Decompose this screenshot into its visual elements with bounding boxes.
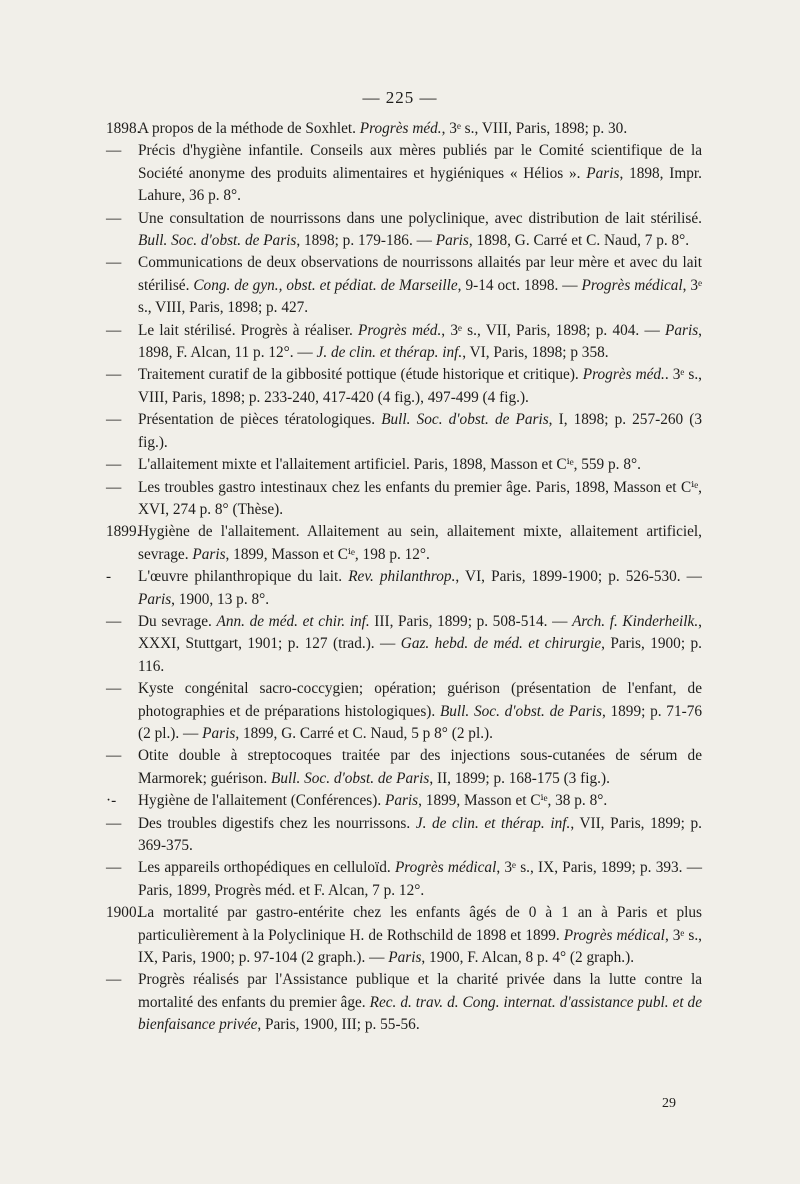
entry-text xyxy=(138,745,702,790)
entry-text xyxy=(138,364,702,409)
entry-text xyxy=(138,969,702,1036)
entry-text xyxy=(138,902,702,969)
entry-title-italic: Rev. philanthrop. xyxy=(348,568,456,586)
entry-year-marker: — xyxy=(106,814,122,832)
bibliography-entry xyxy=(104,790,702,812)
entry-title-italic: Progrès méd. xyxy=(358,321,442,339)
entry-title-italic: Progrès méd. xyxy=(582,366,665,384)
entry-year-marker: — xyxy=(106,680,122,698)
bibliography-entry xyxy=(104,409,702,454)
entry-text-part: Présentation de pièces tératologiques. xyxy=(138,411,382,429)
entry-text-part: Une consultation de nourrissons dans une polyclinique, avec distribution de lait stérilisé. xyxy=(138,209,702,227)
bibliography-entry xyxy=(104,745,702,790)
entry-text-part: , 3ᵉ s., VIII, Paris, 1898; p. 427. xyxy=(138,276,703,317)
entry-year-marker: — xyxy=(106,142,122,160)
entry-text-part: Hygiène de l'allaitement. Allaitement au sein, allaitement mixte, allaitement artificiel, sevrage. xyxy=(138,523,702,563)
entry-year-marker: 1899. xyxy=(106,523,141,541)
entry-text xyxy=(138,409,702,454)
entry-text xyxy=(138,140,702,207)
entry-text-part: Des troubles digestifs chez les nourrissons. xyxy=(138,814,416,832)
entry-text xyxy=(138,320,702,365)
entry-text-part: , Paris, 1900, III; p. 55-56. xyxy=(257,1016,420,1034)
entry-title-italic: Rec. d. trav. d. Cong. internat. d'assistance publ. et de bienfaisance privée xyxy=(138,993,702,1034)
bibliography-entry xyxy=(104,678,702,745)
entry-text-part: Hygiène de l'allaitement (Conférences). xyxy=(138,792,385,810)
bibliography-entry xyxy=(104,454,702,476)
entry-text-part: , VI, Paris, 1898; p 358. xyxy=(462,344,609,362)
bibliography-list xyxy=(104,118,702,1037)
entry-text-part: Précis d'hygiène infantile. Conseils aux mères publiés par le Comité scientifique de la Société anonyme des produits alimentaires et hygiéniques « Hélios ». xyxy=(138,142,702,182)
entry-text xyxy=(138,477,702,522)
bibliography-entry xyxy=(104,140,702,207)
entry-year-marker: ·- xyxy=(106,792,117,810)
entry-text-part: , 1898; p. 179-186. — xyxy=(296,232,436,250)
entry-year-marker: 1900. xyxy=(106,904,141,922)
entry-year-marker: - xyxy=(106,568,112,586)
entry-text-part: , 3ᵉ s., IX, Paris, 1899; p. 393. — Paris, 1899, Progrès méd. et F. Alcan, 7 p. 12°. xyxy=(138,859,703,899)
entry-text-part: Le lait stérilisé. Progrès à réaliser. xyxy=(138,321,359,339)
entry-year-marker: — xyxy=(106,411,122,429)
entry-text xyxy=(138,454,702,476)
entry-year-marker: — xyxy=(106,859,122,877)
entry-text-part: , 1899, G. Carré et C. Naud, 5 p 8° (2 pl.). xyxy=(235,724,493,742)
entry-text-part: , 1900, F. Alcan, 8 p. 4° (2 graph.). xyxy=(421,949,635,967)
entry-title-italic: Bull. Soc. d'obst. de Paris xyxy=(138,232,297,250)
entry-year-marker: — xyxy=(106,366,122,384)
bibliography-entry xyxy=(104,902,702,969)
entry-text-part: , 1899, Masson et Cⁱᵉ, 198 p. 12°. xyxy=(225,545,430,563)
entry-text-part: Otite double à streptocoques traitée par des injections sous-cutanées de sérum de Marmorek; guérison. xyxy=(138,747,702,787)
bibliography-entry xyxy=(104,208,702,253)
entry-text-part: La mortalité par gastro-entérite chez les enfants âgés de 0 à 1 an à Paris et plus particulièrement à la Polyclinique H. de Rothschild de 1898 et 1899. xyxy=(138,904,702,944)
entry-text-part: Kyste congénital sacro-coccygien; opération; guérison (présentation de l'enfant, de photographies et de préparations histologiques). xyxy=(138,680,702,720)
entry-text-part: Communications de deux observations de nourrissons allaités par leur mère et avec du lait stérilisé. xyxy=(138,254,702,294)
entry-title-italic: Cong. de gyn., obst. et pédiat. de Marseille xyxy=(193,276,458,294)
entry-year-marker: — xyxy=(106,747,122,765)
page-number: — 225 — xyxy=(362,88,438,107)
entry-title-italic: Gaz. hebd. de méd. et chirurgie xyxy=(400,635,602,653)
entry-text-part: III, Paris, 1899; p. 508-514. — xyxy=(369,612,573,630)
entry-year-marker: 1898. xyxy=(106,120,141,137)
entry-year-marker: — xyxy=(106,254,122,272)
entry-title-italic: Paris xyxy=(665,321,699,339)
entry-text-part: Du sevrage. xyxy=(138,612,217,630)
entry-text-part: Les troubles gastro intestinaux chez les enfants du premier âge. Paris, 1898, Masson et Cⁱᵉ, XVI, 274 p. 8° (Thèse). xyxy=(138,478,702,518)
entry-text xyxy=(138,252,702,319)
entry-year-marker: — xyxy=(106,321,122,339)
entry-title-italic: Paris xyxy=(586,164,620,182)
entry-text-part: , 3ᵉ s., IX, Paris, 1900; p. 97-104 (2 graph.). — xyxy=(138,926,702,967)
entry-text xyxy=(138,208,702,253)
entry-title-italic: J. de clin. et thérap. inf. xyxy=(316,344,463,362)
bibliography-entry xyxy=(104,521,702,566)
entry-text-part: , 1899, Masson et Cⁱᵉ, 38 p. 8°. xyxy=(418,792,608,810)
signature-mark: 29 xyxy=(662,1096,676,1111)
entry-text xyxy=(138,678,702,745)
bibliography-entry xyxy=(104,611,702,678)
entry-text-part: , 3ᵉ s., VIII, Paris, 1898; p. 30. xyxy=(441,120,628,137)
bibliography-entry xyxy=(104,364,702,409)
entry-year-marker: — xyxy=(106,478,122,496)
entry-title-italic: J. de clin. et thérap. inf. xyxy=(415,814,571,832)
entry-text-part: , 3ᵉ s., VII, Paris, 1898; p. 404. — xyxy=(441,321,666,339)
entry-text-part: L'œuvre philanthropique du lait. xyxy=(138,568,349,586)
entry-year-marker: — xyxy=(106,971,122,989)
entry-title-italic: Ann. de méd. et chir. inf. xyxy=(216,612,370,630)
entry-text-part: , 1898, F. Alcan, 11 p. 12°. — xyxy=(138,321,702,362)
entry-title-italic: Paris xyxy=(192,545,226,563)
entry-text xyxy=(138,118,702,140)
entry-title-italic: Bull. Soc. d'obst. de Paris xyxy=(381,411,549,429)
entry-text-part: , Paris, 1900; p. 116. xyxy=(138,635,702,675)
entry-title-italic: Bull. Soc. d'obst. de Paris xyxy=(270,769,430,787)
entry-text-part: , XXXI, Stuttgart, 1901; p. 127 (trad.). — xyxy=(138,612,702,653)
entry-title-italic: Bull. Soc. d'obst. de Paris xyxy=(439,702,602,720)
bibliography-entry xyxy=(104,813,702,858)
entry-text xyxy=(138,813,702,858)
entry-title-italic: Paris xyxy=(384,792,419,810)
bibliography-entry xyxy=(104,969,702,1036)
entry-year-marker: — xyxy=(106,456,122,474)
entry-year-marker: — xyxy=(106,209,122,227)
entry-text-part: , 1900, 13 p. 8°. xyxy=(171,590,270,608)
entry-text xyxy=(138,857,702,902)
entry-title-italic: Paris xyxy=(202,724,236,742)
entry-title-italic: Arch. f. Kinderheilk. xyxy=(572,612,699,630)
bibliography-entry xyxy=(104,118,702,140)
bibliography-entry xyxy=(104,252,702,319)
entry-title-italic: Paris xyxy=(138,590,172,608)
entry-text xyxy=(138,790,702,812)
entry-text-part: , 1898, Impr. Lahure, 36 p. 8°. xyxy=(138,164,702,205)
entry-title-italic: Progrès médical xyxy=(563,926,665,944)
entry-text-part: , 1899; p. 71-76 (2 pl.). — xyxy=(138,702,702,742)
entry-text-part: , VI, Paris, 1899-1900; p. 526-530. — xyxy=(455,568,702,586)
entry-text-part: , II, 1899; p. 168-175 (3 fig.). xyxy=(429,769,610,787)
bibliography-entry xyxy=(104,477,702,522)
entry-title-italic: Progrès médical xyxy=(581,276,683,294)
entry-text-part: , I, 1898; p. 257-260 (3 fig.). xyxy=(138,411,702,451)
bibliography-entry xyxy=(104,857,702,902)
entry-text xyxy=(138,521,702,566)
entry-text-part: , VII, Paris, 1899; p. 369-375. xyxy=(138,814,702,854)
bibliography-entry xyxy=(104,320,702,365)
entry-title-italic: Paris xyxy=(388,949,422,967)
entry-title-italic: Progrès médical xyxy=(394,859,497,877)
entry-text xyxy=(138,611,702,678)
entry-text-part: , 9-14 oct. 1898. — xyxy=(457,276,582,294)
entry-title-italic: Paris xyxy=(435,232,469,250)
entry-text-part: Traitement curatif de la gibbosité pottique (étude historique et critique). xyxy=(138,366,583,384)
entry-year-marker: — xyxy=(106,612,122,630)
entry-text xyxy=(138,566,702,611)
entry-text-part: Les appareils orthopédiques en celluloïd. xyxy=(138,859,395,877)
entry-text-part: Progrès réalisés par l'Assistance publique et la charité privée dans la lutte contre la mortalité des enfants du premier âge. xyxy=(138,971,702,1011)
entry-text-part: L'allaitement mixte et l'allaitement artificiel. Paris, 1898, Masson et Cⁱᵉ, 559 p. 8°. xyxy=(138,456,641,474)
bibliography-entry xyxy=(104,566,702,611)
entry-title-italic: Progrès méd. xyxy=(359,120,442,137)
entry-text-part: , 1898, G. Carré et C. Naud, 7 p. 8°. xyxy=(468,232,690,250)
entry-text-part: A propos de la méthode de Soxhlet. xyxy=(138,120,360,137)
entry-text-part: . 3ᵉ s., VIII, Paris, 1898; p. 233-240, 417-420 (4 fig.), 497-499 (4 fig.). xyxy=(138,366,702,406)
